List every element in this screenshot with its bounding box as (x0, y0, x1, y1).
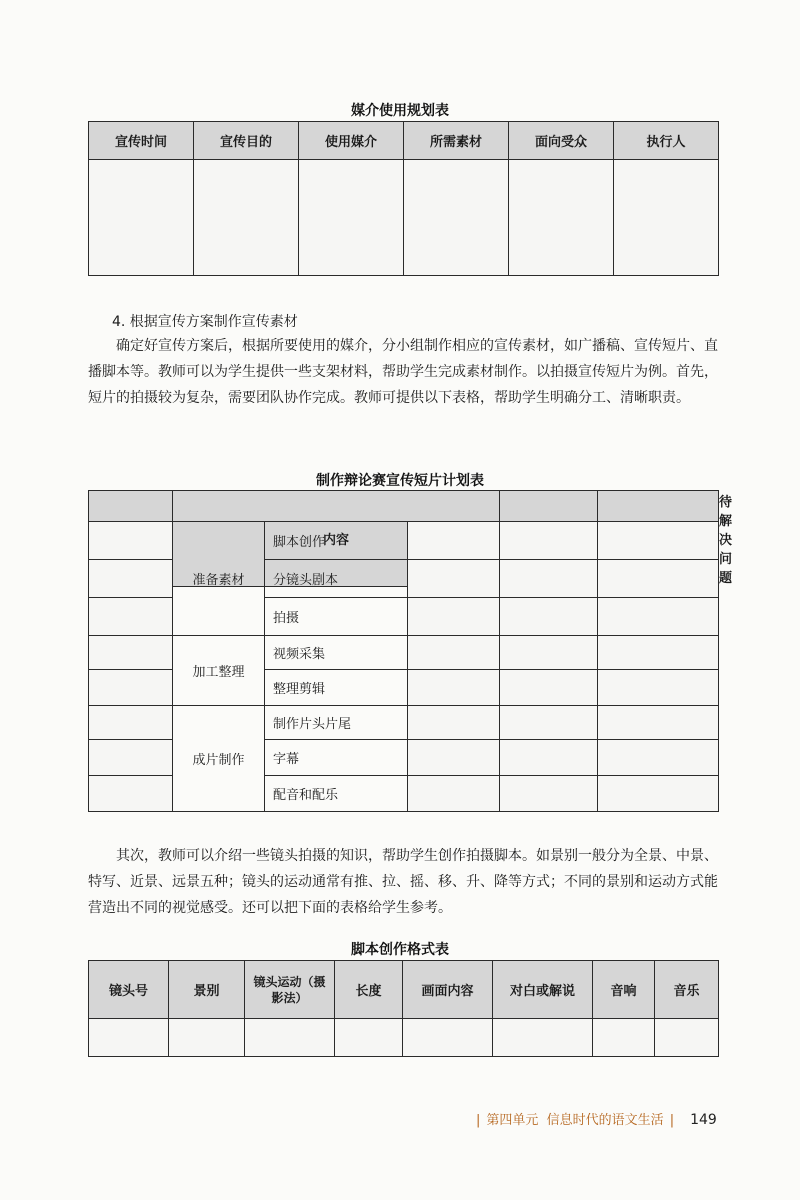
empty-cell (89, 560, 173, 598)
header-length: 长度 (335, 961, 403, 1019)
unit-label: 第四单元 (486, 1113, 539, 1128)
header-executor: 执行人 (614, 122, 719, 160)
task-item: 制作片头片尾 (265, 706, 408, 740)
empty-cell (89, 740, 173, 776)
empty-cell (598, 560, 719, 598)
divider: | (669, 1113, 675, 1128)
empty-cell (598, 670, 719, 706)
empty-cell (655, 1019, 719, 1057)
page-number: 149 (690, 1112, 717, 1128)
empty-cell (408, 670, 500, 706)
empty-cell (169, 1019, 245, 1057)
section-heading: 4. 根据宣传方案制作宣传素材 (112, 314, 298, 330)
header-dialogue: 对白或解说 (493, 961, 593, 1019)
chapter-label: 信息时代的语文生活 (546, 1113, 664, 1128)
group-label: 成片制作 (173, 706, 265, 812)
paragraph-text: 其次，教师可以介绍一些镜头拍摄的知识，帮助学生创作拍摄脚本。如景别一般分为全景、中景、特写、近景、远景五种；镜头的运动通常有推、拉、摇、移、升、降等方式；不同的景别和运动方式能营造出不同的视觉感受。还可以把下面的表格给学生参考。 (88, 848, 718, 916)
header-materials: 所需素材 (404, 122, 509, 160)
header-music: 音乐 (655, 961, 719, 1019)
task-item: 视频采集 (265, 636, 408, 670)
paragraph2 (88, 843, 718, 921)
empty-cell (408, 740, 500, 776)
group-label: 准备素材 (173, 522, 265, 636)
table3-title: 脚本创作格式表 (351, 942, 449, 958)
empty-cell (89, 522, 173, 560)
empty-cell (335, 1019, 403, 1057)
empty-cell (493, 1019, 593, 1057)
empty-cell (500, 598, 598, 636)
task-item: 字幕 (265, 740, 408, 776)
header-camera-movement: 镜头运动（摄影法） (245, 961, 335, 1019)
empty-cell (500, 670, 598, 706)
header-time: 宣传时间 (89, 122, 194, 160)
script-format-table (88, 960, 719, 1057)
group-label: 加工整理 (173, 636, 265, 706)
header-media: 使用媒介 (299, 122, 404, 160)
empty-cell (89, 670, 173, 706)
empty-cell (194, 160, 299, 276)
empty-cell (89, 160, 194, 276)
empty-cell (614, 160, 719, 276)
empty-cell (500, 636, 598, 670)
empty-cell (403, 1019, 493, 1057)
empty-cell (408, 776, 500, 812)
video-plan-table-body (88, 521, 719, 812)
page-footer (470, 1109, 730, 1128)
header-picture: 画面内容 (403, 961, 493, 1019)
header-sound: 音响 (593, 961, 655, 1019)
empty-cell (500, 522, 598, 560)
empty-cell (598, 522, 719, 560)
task-item: 配音和配乐 (265, 776, 408, 812)
empty-cell (408, 636, 500, 670)
empty-cell (299, 160, 404, 276)
empty-cell (598, 706, 719, 740)
table1-title: 媒介使用规划表 (351, 103, 449, 119)
empty-cell (500, 776, 598, 812)
empty-cell (598, 740, 719, 776)
empty-cell (89, 598, 173, 636)
task-item: 分镜头剧本 (265, 560, 408, 598)
empty-cell (598, 598, 719, 636)
header-shot-no: 镜头号 (89, 961, 169, 1019)
header-shot-size: 景别 (169, 961, 245, 1019)
paragraph-text: 确定好宣传方案后，根据所要使用的媒介，分小组制作相应的宣传素材，如广播稿、宣传短片、直播脚本等。教师可以为学生提供一些支架材料，帮助学生完成素材制作。以拍摄宣传短片为例。首先，短片的拍摄较为复杂，需要团队协作完成。教师可提供以下表格，帮助学生明确分工、清晰职责。 (88, 338, 718, 406)
empty-cell (500, 560, 598, 598)
media-plan-table (88, 121, 719, 276)
task-item: 整理剪辑 (265, 670, 408, 706)
empty-cell (408, 522, 500, 560)
empty-cell (408, 598, 500, 636)
empty-cell (593, 1019, 655, 1057)
empty-cell (89, 706, 173, 740)
header-audience: 面向受众 (509, 122, 614, 160)
table2-title: 制作辩论赛宣传短片计划表 (316, 473, 484, 489)
empty-cell (408, 560, 500, 598)
empty-cell (89, 776, 173, 812)
header-content: 内容 (173, 491, 500, 587)
empty-cell (500, 706, 598, 740)
empty-cell (500, 740, 598, 776)
task-item: 脚本创作 (265, 522, 408, 560)
empty-cell (408, 706, 500, 740)
task-item: 拍摄 (265, 598, 408, 636)
divider: | (476, 1113, 481, 1128)
empty-cell (598, 776, 719, 812)
video-plan-table: 内容 待解决问题 (88, 490, 719, 587)
empty-cell (245, 1019, 335, 1057)
header-purpose: 宣传目的 (194, 122, 299, 160)
empty-cell (89, 1019, 169, 1057)
empty-cell (509, 160, 614, 276)
empty-cell (404, 160, 509, 276)
section4-paragraph (88, 333, 718, 411)
empty-cell (598, 636, 719, 670)
empty-cell (89, 636, 173, 670)
